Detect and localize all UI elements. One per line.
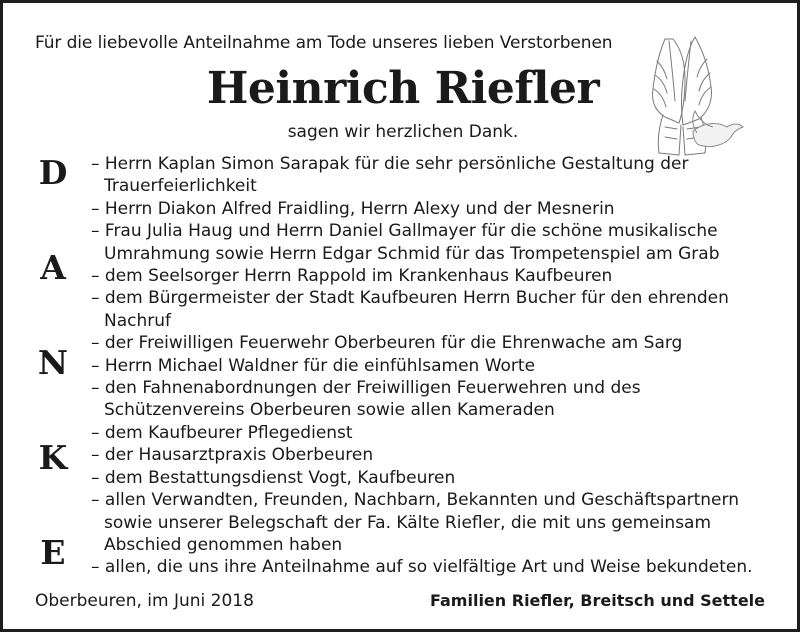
list-item: – allen Verwandten, Freunden, Nachbarn, Bekannten und Geschäftspartnern sowie unserer Belegschaft der Fa. Kälte Riefler, die mit uns gemeinsam Abschied genommen haben [91,490,739,555]
list-item: – dem Bürgermeister der Stadt Kaufbeuren Herrn Bucher für den ehrenden Nachruf [91,288,729,331]
danke-letter-e: E [40,533,66,572]
praying-hands-icon [635,31,745,159]
list-item: – der Freiwilligen Feuerwehr Oberbeuren für die Ehrenwache am Sarg [91,333,683,354]
list-item: – der Hausarztpraxis Oberbeuren [91,445,374,466]
list-item: – dem Seelsorger Herrn Rappold im Krankenhaus Kaufbeuren [91,266,613,287]
list-item: – den Fahnenabordnungen der Freiwilligen Feuerwehren und des Schützenvereins Oberbeuren sowie allen Kameraden [91,378,641,421]
list-item: – allen, die uns ihre Anteilnahme auf so vielfältige Art und Weise bekundeten. [91,557,753,578]
danke-letter-k: K [38,438,68,477]
list-item: – dem Bestattungsdienst Vogt, Kaufbeuren [91,467,456,488]
danke-letter-a: A [40,248,66,287]
list-item: – Frau Julia Haug und Herrn Daniel Gallmayer für die schöne musikalische Umrahmung sowie Herrn Edgar Schmid für das Trompetenspiel am Grab [91,221,720,264]
thanks-list [91,153,781,579]
list-item: – dem Kaufbeurer Pflegedienst [91,422,353,443]
list-item: – Herrn Michael Waldner für die einfühlsamen Worte [91,355,536,376]
place-date: Oberbeuren, im Juni 2018 [35,591,254,611]
thanks-text: sagen wir herzlichen Dank. [287,122,519,142]
list-item: – Herrn Diakon Alfred Fraidling, Herrn Alexy und der Mesnerin [91,198,615,219]
deceased-name: Heinrich Riefler [206,63,600,114]
danke-letter-n: N [37,343,69,382]
danke-letter-d: D [38,153,68,192]
list-item: – Herrn Kaplan Simon Sarapak für die sehr persönliche Gestaltung der Trauerfeierlichkeit [91,154,689,197]
family-signature: Familien Riefler, Breitsch und Settele [430,591,765,610]
intro-text: Für die liebevolle Anteilnahme am Tode unseres lieben Verstorbenen [35,33,613,53]
